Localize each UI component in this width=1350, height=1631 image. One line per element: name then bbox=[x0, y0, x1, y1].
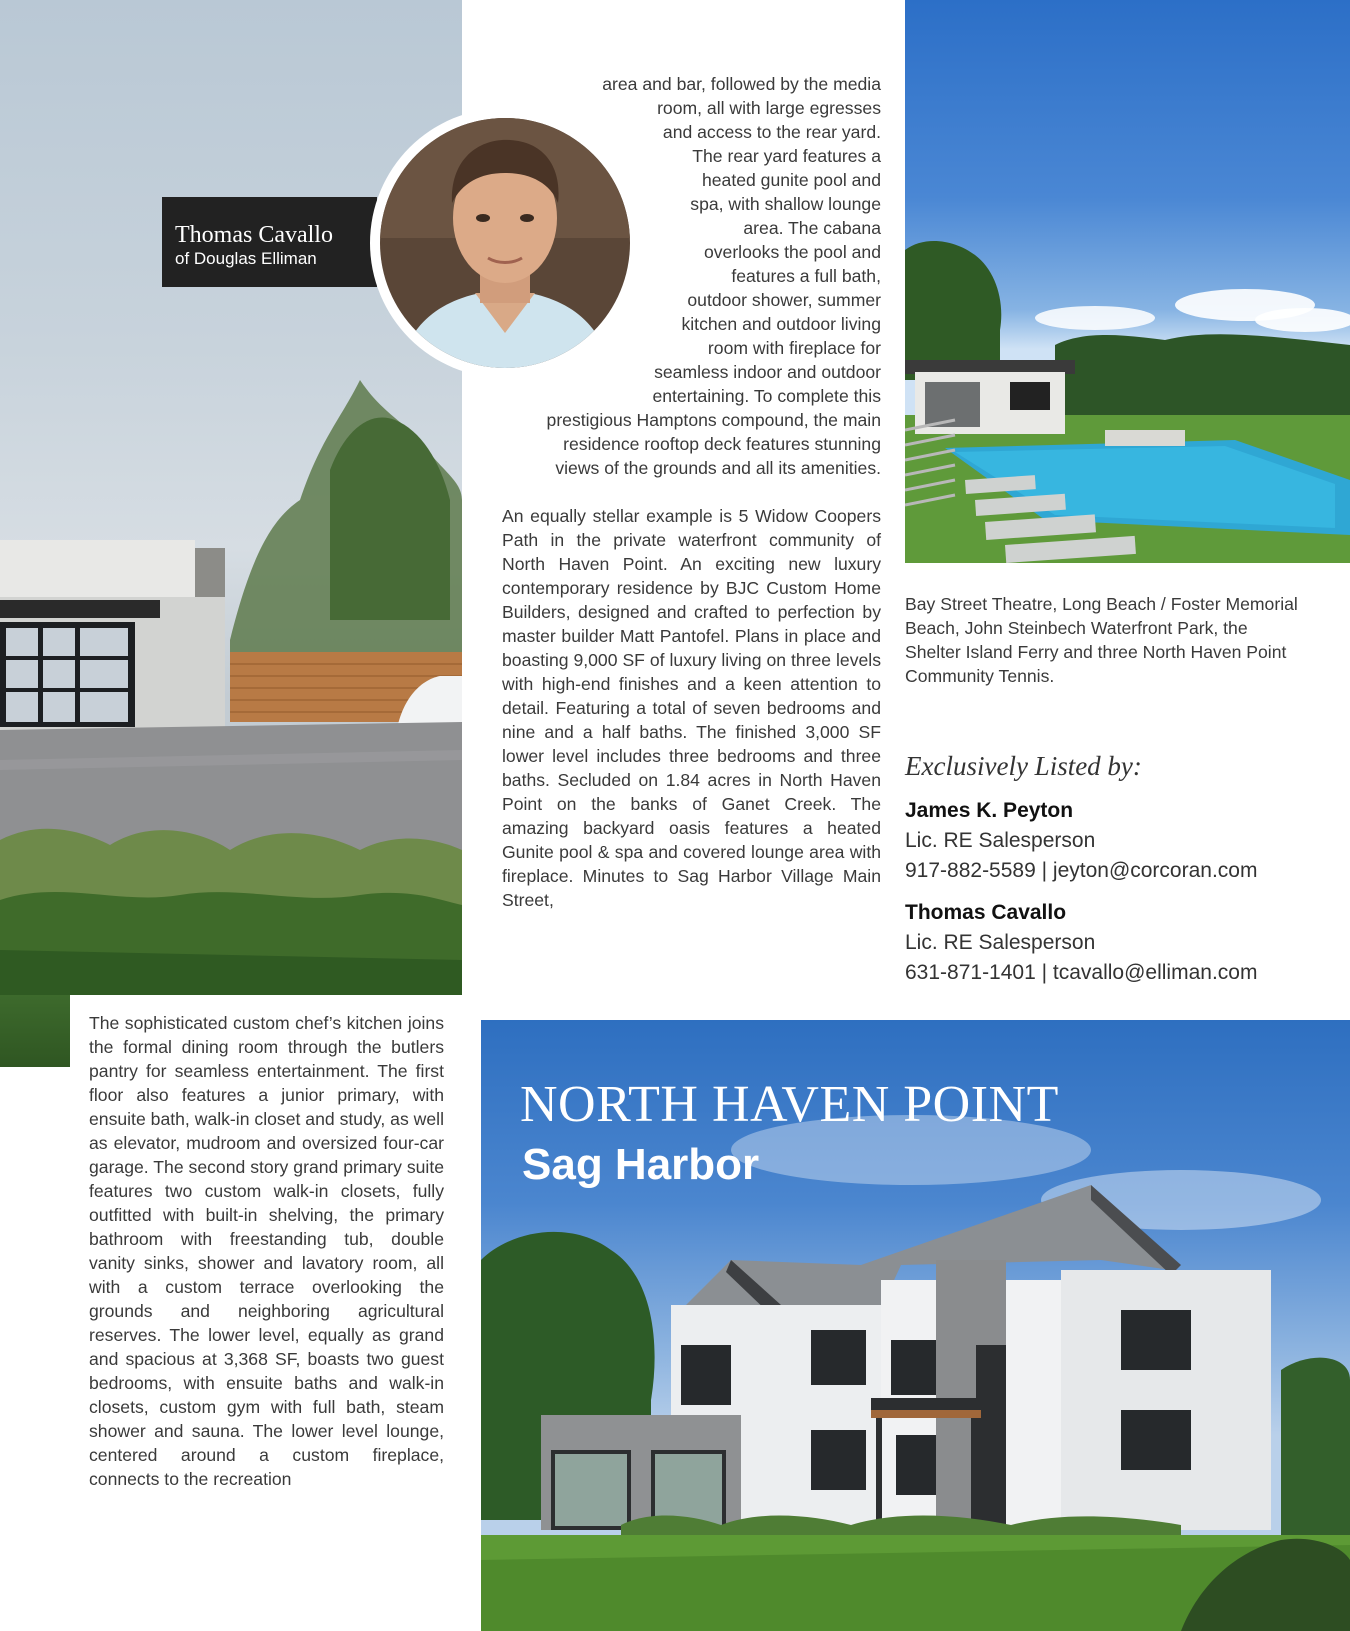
agent-name: James K. Peyton bbox=[905, 799, 1074, 822]
text-line: The rear yard features a bbox=[692, 146, 881, 166]
text-line: kitchen and outdoor living bbox=[681, 314, 881, 334]
agent-name: Thomas Cavallo bbox=[905, 901, 1067, 924]
article-text-left-bottom: The sophisticated custom chef’s kitchen joins the formal dining room through the butlers pantry for seamless entertainment. The first floor also features a junior primary, with ensuite bath, walk-in closet and study, as well as elevator, mudroom and oversized four-car garage. The second story grand primary suite features two custom walk-in closets, fully outfitted with built-in shelving, the primary bathroom with freestanding tub, double vanity sinks, shower and lavatory room, all with a custom terrace overlooking the grounds and neighboring agricultural reserves. The lower level, equally as grand and spacious at 3,368 SF, boasts two guest bedrooms, with ensuite baths and walk-in closets, custom gym with full bath, steam shower and sauna. The lower level lounge, centered around a custom fireplace, connects to the recreation bbox=[89, 1013, 444, 1489]
text-line: area and bar, followed by the media bbox=[602, 74, 881, 94]
agent-contact-1 bbox=[905, 796, 1257, 886]
pool-photo bbox=[905, 0, 1350, 563]
listed-by-heading: Exclusively Listed by: bbox=[905, 751, 1142, 781]
hero-subtitle: Sag Harbor bbox=[522, 1140, 760, 1189]
agent-plate-firm: of Douglas Elliman bbox=[175, 249, 317, 268]
article-text-mid-top bbox=[500, 72, 881, 480]
hero-title: NORTH HAVEN POINT bbox=[520, 1076, 1059, 1133]
text-line: overlooks the pool and bbox=[703, 242, 881, 262]
text-line: views of the grounds and all its amenities. bbox=[555, 458, 881, 478]
text-line: outdoor shower, summer bbox=[687, 290, 881, 310]
agent-name-plate bbox=[162, 197, 377, 287]
garage-photo-lawn-strip bbox=[0, 995, 70, 1067]
text-line: entertaining. To complete this bbox=[652, 386, 881, 406]
text-line: heated gunite pool and bbox=[701, 170, 881, 190]
text-line: features a full bath, bbox=[731, 266, 881, 286]
agent-title: Lic. RE Salesperson bbox=[905, 931, 1096, 954]
text-line: prestigious Hamptons compound, the main bbox=[546, 410, 881, 430]
agent-title: Lic. RE Salesperson bbox=[905, 829, 1096, 852]
text-line: area. The cabana bbox=[743, 218, 881, 238]
agent-contact-line[interactable]: 917-882-5589 | jeyton@corcoran.com bbox=[905, 859, 1258, 882]
text-line: and access to the rear yard. bbox=[662, 122, 881, 142]
article-text-right: Bay Street Theatre, Long Beach / Foster Memorial Beach, John Steinbech Waterfront Park, the Shelter Island Ferry and three North Haven Point Community Tennis. bbox=[905, 594, 1298, 686]
text-line: spa, with shallow lounge bbox=[690, 194, 881, 214]
agent-plate-name: Thomas Cavallo bbox=[175, 222, 333, 248]
agent-contact-2 bbox=[905, 898, 1257, 988]
article-text-mid-bottom: An equally stellar example is 5 Widow Coopers Path in the private waterfront community of North Haven Point. An exciting new luxury contemporary residence by BJC Custom Home Builders, designed and crafted to perfection by master builder Matt Pantofel. Plans in place and boasting 9,000 SF of luxury living on three levels with high-end finishes and a keen attention to detail. Featuring a total of seven bedrooms and nine and a half baths. The finished 3,000 SF lower level includes three bedrooms and three baths. Secluded on 1.84 acres in North Haven Point on the banks of Ganet Creek. The amazing backyard oasis features a heated Gunite pool & spa and covered lounge area with fireplace. Minutes to Sag Harbor Village Main Street, bbox=[502, 506, 881, 910]
text-line: seamless indoor and outdoor bbox=[654, 362, 881, 382]
agent-contact-line[interactable]: 631-871-1401 | tcavallo@elliman.com bbox=[905, 961, 1258, 984]
text-line: room, all with large egresses bbox=[657, 98, 881, 118]
text-line: residence rooftop deck features stunning bbox=[563, 434, 881, 454]
text-line: room with fireplace for bbox=[707, 338, 881, 358]
